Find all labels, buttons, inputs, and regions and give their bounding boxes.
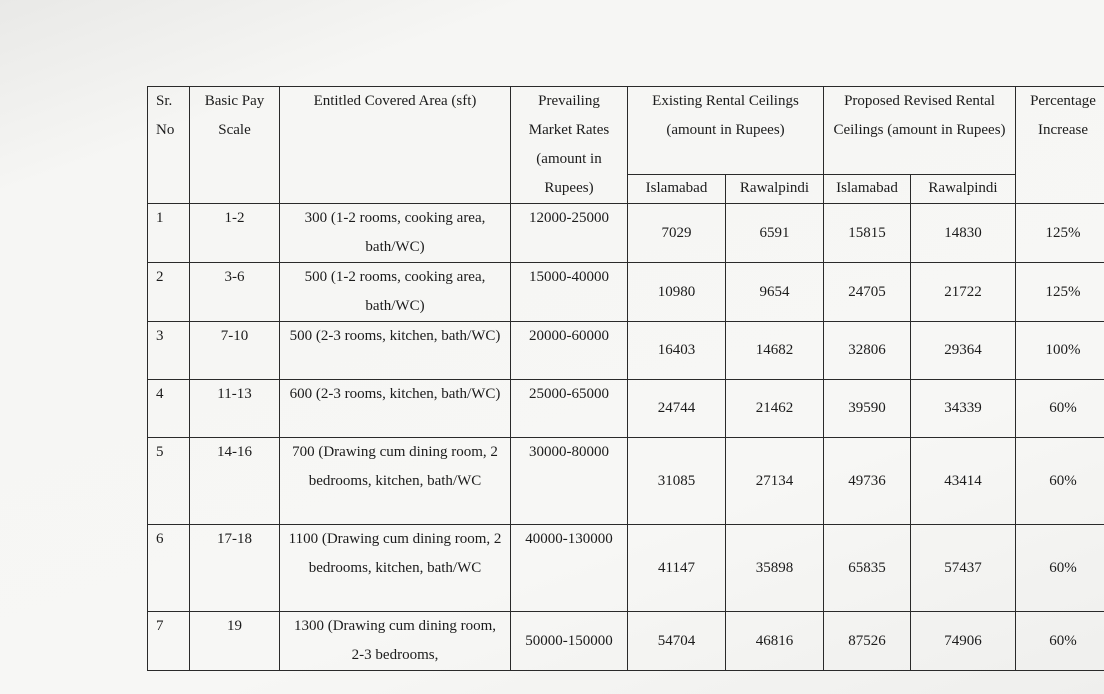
- cell-sr: 2: [148, 263, 190, 322]
- cell-bps: 11-13: [190, 380, 280, 438]
- cell-existing-rawalpindi: 35898: [726, 525, 824, 612]
- cell-existing-rawalpindi: 27134: [726, 438, 824, 525]
- cell-proposed-islamabad: 32806: [824, 322, 911, 380]
- cell-bps: 1-2: [190, 204, 280, 263]
- table-row: [148, 438, 1104, 525]
- cell-proposed-islamabad: 49736: [824, 438, 911, 525]
- cell-proposed-rawalpindi: 74906: [911, 612, 1016, 671]
- cell-existing-islamabad: 7029: [628, 204, 726, 263]
- cell-proposed-islamabad: 39590: [824, 380, 911, 438]
- cell-area: 300 (1-2 rooms, cooking area, bath/WC): [280, 204, 511, 263]
- header-entitled-area: Entitled Covered Area (sft): [280, 87, 511, 204]
- cell-area: 600 (2-3 rooms, kitchen, bath/WC): [280, 380, 511, 438]
- cell-market-rate: 50000-150000: [511, 612, 628, 671]
- cell-percentage: 60%: [1016, 380, 1104, 438]
- cell-sr: 1: [148, 204, 190, 263]
- cell-area: 1100 (Drawing cum dining room, 2 bedrooms, kitchen, bath/WC: [280, 525, 511, 612]
- header-existing-rawalpindi: Rawalpindi: [726, 175, 824, 204]
- cell-existing-rawalpindi: 14682: [726, 322, 824, 380]
- cell-percentage: 60%: [1016, 525, 1104, 612]
- cell-percentage: 60%: [1016, 438, 1104, 525]
- cell-percentage: 125%: [1016, 263, 1104, 322]
- cell-market-rate: 30000-80000: [511, 438, 628, 525]
- cell-sr: 3: [148, 322, 190, 380]
- cell-proposed-rawalpindi: 34339: [911, 380, 1016, 438]
- cell-area: 500 (2-3 rooms, kitchen, bath/WC): [280, 322, 511, 380]
- cell-existing-rawalpindi: 6591: [726, 204, 824, 263]
- cell-area: 1300 (Drawing cum dining room, 2-3 bedrooms,: [280, 612, 511, 671]
- cell-area: 700 (Drawing cum dining room, 2 bedrooms, kitchen, bath/WC: [280, 438, 511, 525]
- cell-proposed-rawalpindi: 57437: [911, 525, 1016, 612]
- cell-market-rate: 15000-40000: [511, 263, 628, 322]
- cell-existing-rawalpindi: 21462: [726, 380, 824, 438]
- cell-proposed-rawalpindi: 14830: [911, 204, 1016, 263]
- cell-area: 500 (1-2 rooms, cooking area, bath/WC): [280, 263, 511, 322]
- cell-market-rate: 12000-25000: [511, 204, 628, 263]
- header-basic-pay-scale: Basic Pay Scale: [190, 87, 280, 204]
- cell-existing-islamabad: 16403: [628, 322, 726, 380]
- header-existing-islamabad: Islamabad: [628, 175, 726, 204]
- cell-existing-rawalpindi: 46816: [726, 612, 824, 671]
- header-market-rates: Prevailing Market Rates (amount in Rupees): [511, 87, 628, 204]
- cell-existing-islamabad: 31085: [628, 438, 726, 525]
- header-sr-no: Sr. No: [148, 87, 190, 204]
- cell-sr: 7: [148, 612, 190, 671]
- cell-existing-islamabad: 10980: [628, 263, 726, 322]
- cell-percentage: 100%: [1016, 322, 1104, 380]
- cell-proposed-islamabad: 65835: [824, 525, 911, 612]
- cell-bps: 14-16: [190, 438, 280, 525]
- cell-sr: 4: [148, 380, 190, 438]
- cell-existing-islamabad: 24744: [628, 380, 726, 438]
- header-proposed-ceilings: Proposed Revised Rental Ceilings (amount in Rupees): [824, 87, 1016, 175]
- cell-proposed-rawalpindi: 29364: [911, 322, 1016, 380]
- header-proposed-rawalpindi: Rawalpindi: [911, 175, 1016, 204]
- table-row: [148, 380, 1104, 438]
- rental-ceilings-table: [147, 86, 1104, 671]
- cell-percentage: 125%: [1016, 204, 1104, 263]
- table-row: [148, 204, 1104, 263]
- table-row: [148, 612, 1104, 671]
- cell-market-rate: 40000-130000: [511, 525, 628, 612]
- cell-bps: 17-18: [190, 525, 280, 612]
- cell-proposed-islamabad: 24705: [824, 263, 911, 322]
- cell-bps: 7-10: [190, 322, 280, 380]
- header-proposed-islamabad: Islamabad: [824, 175, 911, 204]
- cell-market-rate: 25000-65000: [511, 380, 628, 438]
- cell-market-rate: 20000-60000: [511, 322, 628, 380]
- cell-sr: 5: [148, 438, 190, 525]
- cell-percentage: 60%: [1016, 612, 1104, 671]
- cell-existing-islamabad: 41147: [628, 525, 726, 612]
- header-existing-ceilings: Existing Rental Ceilings (amount in Rupees): [628, 87, 824, 175]
- table-row: [148, 263, 1104, 322]
- table-row: [148, 525, 1104, 612]
- cell-proposed-rawalpindi: 43414: [911, 438, 1016, 525]
- cell-proposed-islamabad: 15815: [824, 204, 911, 263]
- cell-proposed-rawalpindi: 21722: [911, 263, 1016, 322]
- cell-existing-rawalpindi: 9654: [726, 263, 824, 322]
- header-percentage-increase: Percentage Increase: [1016, 87, 1104, 204]
- cell-proposed-islamabad: 87526: [824, 612, 911, 671]
- cell-bps: 3-6: [190, 263, 280, 322]
- cell-existing-islamabad: 54704: [628, 612, 726, 671]
- cell-bps: 19: [190, 612, 280, 671]
- cell-sr: 6: [148, 525, 190, 612]
- table-row: [148, 322, 1104, 380]
